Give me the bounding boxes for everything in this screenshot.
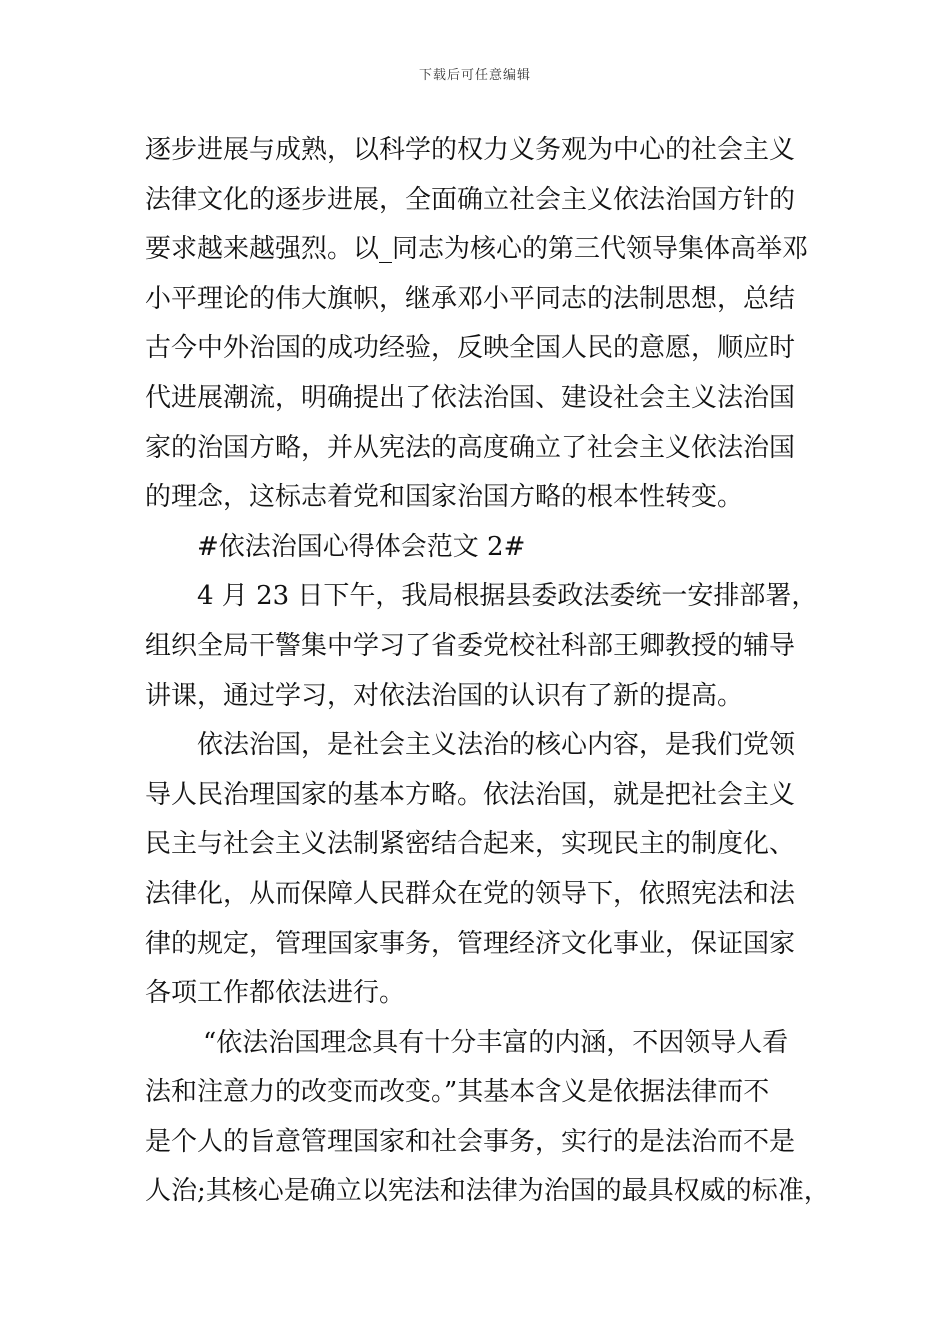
text-line: 律的规定，管理国家事务，管理经济文化事业，保证国家 xyxy=(145,928,796,959)
text-line: 法律文化的逐步进展，全面确立社会主义依法治国方针的 xyxy=(145,184,796,215)
text-line: 逐步进展与成熟，以科学的权力义务观为中心的社会主义 xyxy=(145,135,796,165)
text-line: 各项工作都依法进行。 xyxy=(145,978,406,1009)
section-heading: #依法治国心得体会范文 2# xyxy=(197,531,526,562)
text-line: 家的治国方略，并从宪法的高度确立了社会主义依法治国 xyxy=(145,432,796,463)
text-line: 小平理论的伟大旗帜，继承邓小平同志的法制思想，总结 xyxy=(145,283,796,314)
text-line: 讲课，通过学习，对依法治国的认识有了新的提高。 xyxy=(145,680,744,711)
text-line: 的理念，这标志着党和国家治国方略的根本性转变。 xyxy=(145,482,744,513)
text-line: 人治;其核心是确立以宪法和法律为治国的最具权威的标准， xyxy=(145,1176,830,1207)
text-line: 4 月 23 日下午，我局根据县委政法委统一安排部署， xyxy=(197,581,818,612)
text-line: 组织全局干警集中学习了省委党校社科部王卿教授的辅导 xyxy=(145,630,796,661)
text-line: 代进展潮流，明确提出了依法治国、建设社会主义法治国 xyxy=(145,382,796,413)
text-line: 依法治国，是社会主义法治的核心内容，是我们党领 xyxy=(197,730,796,761)
text-line: 是个人的旨意管理国家和社会事务，实行的是法治而不是 xyxy=(145,1126,796,1157)
text-line: 要求越来越强烈。以_同志为核心的第三代领导集体高举邓 xyxy=(145,234,809,265)
document-body xyxy=(145,126,830,1217)
text-line: “依法治国理念具有十分丰富的内涵，不因领导人看 xyxy=(203,1027,789,1058)
text-line: 法和注意力的改变而改变。”其基本含义是依据法律而不 xyxy=(145,1077,770,1108)
page-header: 下载后可任意编辑 xyxy=(418,68,531,83)
text-line: 法律化，从而保障人民群众在党的领导下，依照宪法和法 xyxy=(145,878,796,909)
text-line: 民主与社会主义法制紧密结合起来，实现民主的制度化、 xyxy=(145,829,796,860)
text-line: 古今中外治国的成功经验，反映全国人民的意愿，顺应时 xyxy=(145,333,796,364)
text-line: 导人民治理国家的基本方略。依法治国，就是把社会主义 xyxy=(145,779,796,810)
